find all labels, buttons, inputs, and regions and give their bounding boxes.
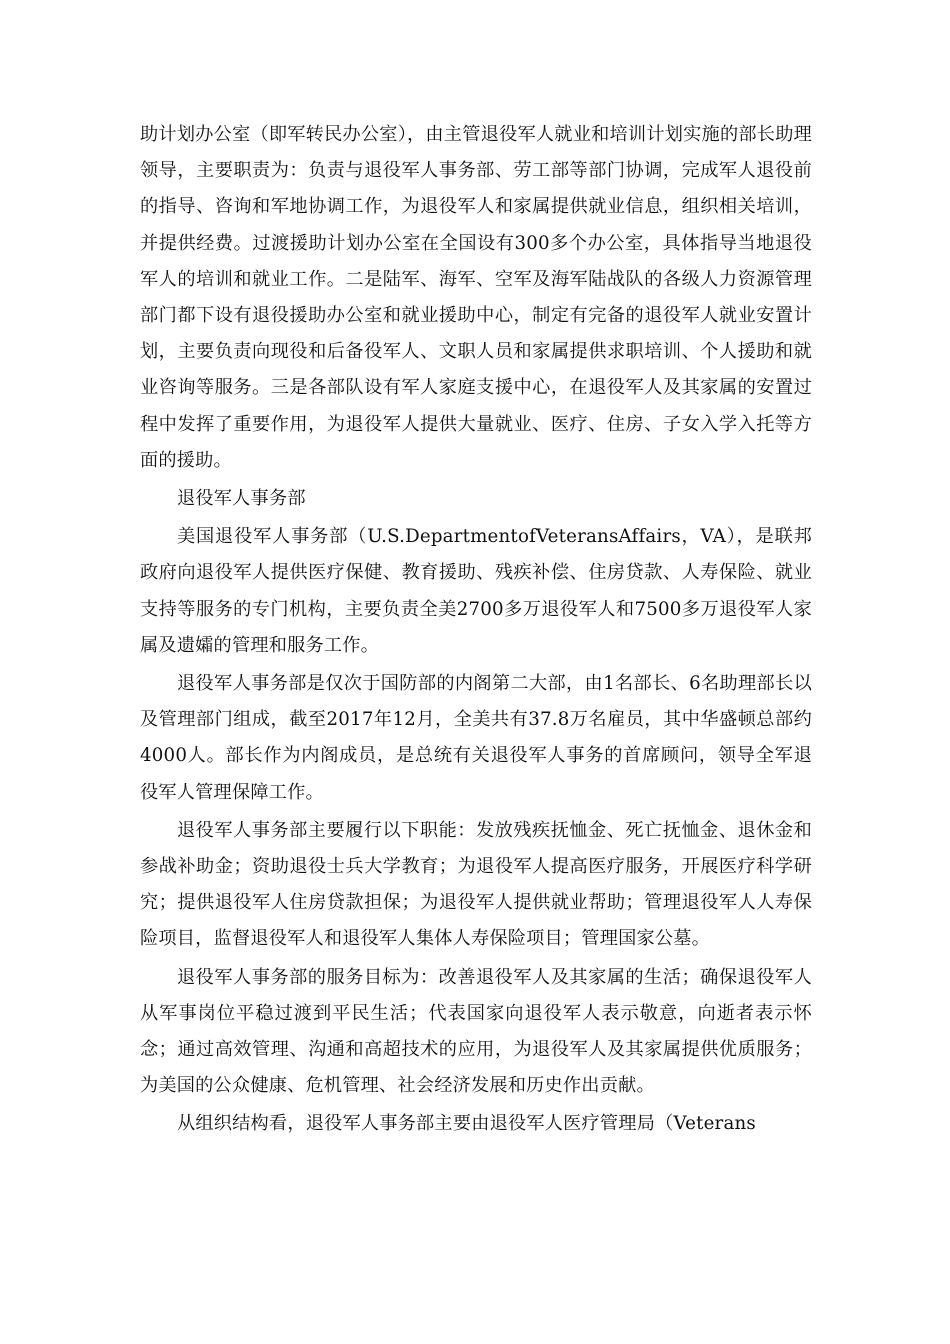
section-heading-veterans-affairs: 退役军人事务部 (177, 488, 306, 510)
paragraph-va-service-goals: 退役军人事务部的服务目标为：改善退役军人及其家属的生活；确保退役军人从军事岗位平稳过渡到平民生活；代表国家向退役军人表示敬意，向逝者表示怀念；通过高效管理、沟通和高超技术的应用，为退役军人及其家属提供优质服务；为美国的公众健康、危机管理、社会经济发展和历史作出贡献。 (140, 966, 812, 1097)
paragraph-va-structure: 退役军人事务部是仅次于国防部的内阁第二大部，由1名部长、6名助理部长以及管理部门组成，截至2017年12月，全美共有37.8万名雇员，其中华盛顿总部约4000人。部长作为内阁成员，是总统有关退役军人事务的首席顾问，领导全军退役军人管理保障工作。 (140, 673, 812, 803)
document-page (140, 117, 812, 1143)
paragraph-va-functions: 退役军人事务部主要履行以下职能：发放残疾抚恤金、死亡抚恤金、退休金和参战补助金；资助退役士兵大学教育；为退役军人提高医疗服务，开展医疗科学研究；提供退役军人住房贷款担保；为退役军人提供就业帮助；管理退役军人人寿保险项目，监督退役军人和退役军人集体人寿保险项目；管理国家公墓。 (140, 819, 812, 950)
paragraph-transition-office: 助计划办公室（即军转民办公室），由主管退役军人就业和培训计划实施的部长助理领导，主要职责为：负责与退役军人事务部、劳工部等部门协调，完成军人退役前的指导、咨询和军地协调工作，为退役军人和家属提供就业信息，组织相关培训，并提供经费。过渡援助计划办公室在全国设有300多个办公室，具体指导当地退役军人的培训和就业工作。二是陆军、海军、空军及海军陆战队的各级人力资源管理部门都下设有退役援助办公室和就业援助中心，制定有完备的退役军人就业安置计划，主要负责向现役和后备役军人、文职人员和家属提供求职培训、个人援助和就业咨询等服务。三是各部队设有军人家庭支援中心，在退役军人及其家属的安置过程中发挥了重要作用，为退役军人提供大量就业、医疗、住房、子女入学入托等方面的援助。 (140, 124, 812, 471)
paragraph-va-introduction: 美国退役军人事务部（U.S.DepartmentofVeteransAffairs，VA），是联邦政府向退役军人提供医疗保健、教育援助、残疾补偿、住房贷款、人寿保险、就业支持等服务的专门机构，主要负责全美2700多万退役军人和7500多万退役军人家属及遗孀的管理和服务工作。 (140, 526, 812, 656)
paragraph-organization-structure: 从组织结构看，退役军人事务部主要由退役军人医疗管理局（Veterans (177, 1113, 756, 1135)
